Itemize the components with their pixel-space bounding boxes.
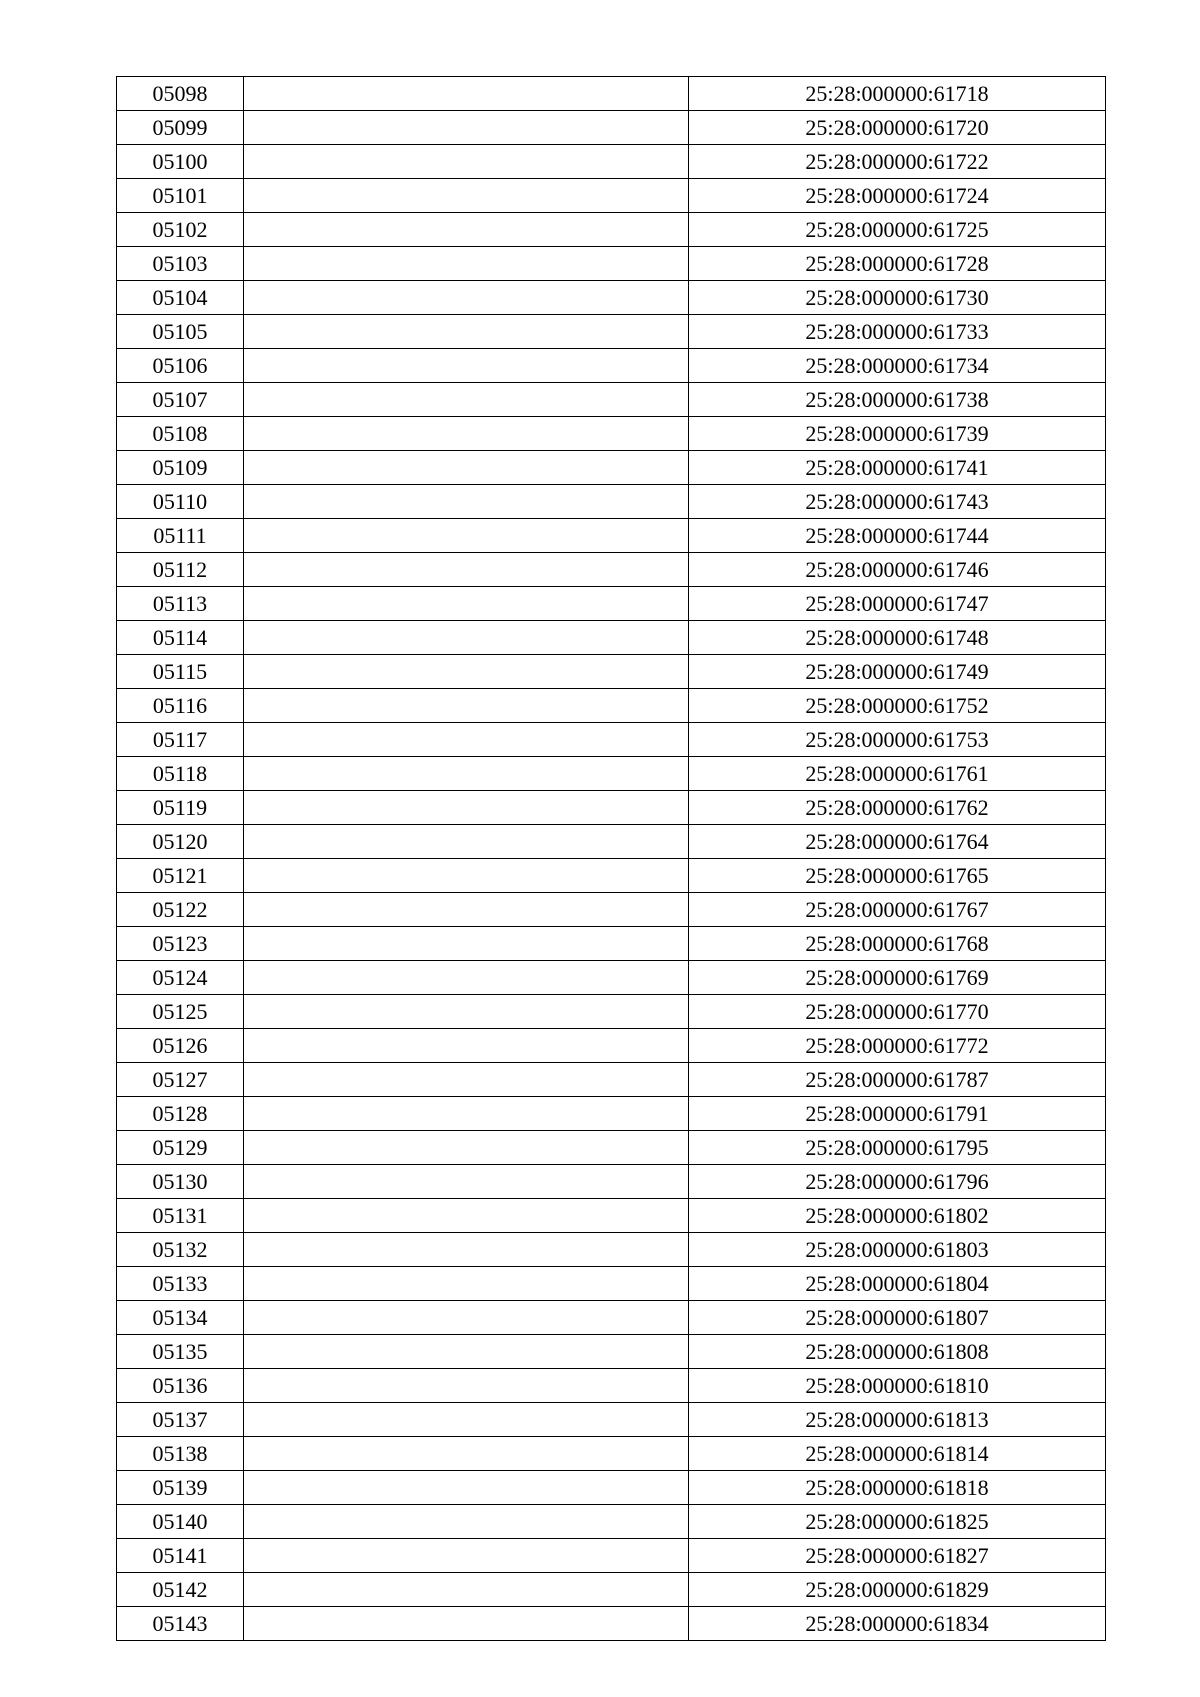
row-number-cell: 05110 [117,485,244,519]
cadastral-number-cell: 25:28:000000:61802 [689,1199,1106,1233]
blank-cell [244,587,689,621]
cadastral-number-cell: 25:28:000000:61730 [689,281,1106,315]
row-number-cell: 05142 [117,1573,244,1607]
table-row [117,213,1106,247]
table-row [117,655,1106,689]
blank-cell [244,1199,689,1233]
blank-cell [244,1505,689,1539]
blank-cell [244,927,689,961]
table-row [117,417,1106,451]
table-row [117,281,1106,315]
blank-cell [244,145,689,179]
row-number-cell: 05124 [117,961,244,995]
cadastral-number-cell: 25:28:000000:61749 [689,655,1106,689]
row-number-cell: 05135 [117,1335,244,1369]
row-number-cell: 05141 [117,1539,244,1573]
table-row [117,825,1106,859]
table-row [117,1097,1106,1131]
cadastral-number-cell: 25:28:000000:61813 [689,1403,1106,1437]
table-row [117,1539,1106,1573]
cadastral-number-cell: 25:28:000000:61718 [689,77,1106,111]
row-number-cell: 05099 [117,111,244,145]
cadastral-number-cell: 25:28:000000:61796 [689,1165,1106,1199]
blank-cell [244,213,689,247]
cadastral-number-cell: 25:28:000000:61724 [689,179,1106,213]
cadastral-number-cell: 25:28:000000:61787 [689,1063,1106,1097]
blank-cell [244,1097,689,1131]
table-row [117,1063,1106,1097]
blank-cell [244,417,689,451]
row-number-cell: 05123 [117,927,244,961]
blank-cell [244,383,689,417]
cadastral-number-cell: 25:28:000000:61810 [689,1369,1106,1403]
cadastral-number-cell: 25:28:000000:61733 [689,315,1106,349]
table-row [117,1607,1106,1641]
blank-cell [244,723,689,757]
cadastral-number-cell: 25:28:000000:61734 [689,349,1106,383]
table-row [117,689,1106,723]
blank-cell [244,451,689,485]
table-row [117,1267,1106,1301]
row-number-cell: 05130 [117,1165,244,1199]
table-row [117,1437,1106,1471]
table-row [117,1573,1106,1607]
row-number-cell: 05112 [117,553,244,587]
table-row [117,723,1106,757]
table-row [117,451,1106,485]
row-number-cell: 05138 [117,1437,244,1471]
row-number-cell: 05128 [117,1097,244,1131]
row-number-cell: 05108 [117,417,244,451]
table-row [117,77,1106,111]
table-row [117,791,1106,825]
blank-cell [244,179,689,213]
cadastral-number-cell: 25:28:000000:61741 [689,451,1106,485]
table-row [117,1233,1106,1267]
table-row [117,315,1106,349]
table-row [117,1131,1106,1165]
blank-cell [244,519,689,553]
row-number-cell: 05111 [117,519,244,553]
cadastral-number-cell: 25:28:000000:61814 [689,1437,1106,1471]
blank-cell [244,1471,689,1505]
row-number-cell: 05101 [117,179,244,213]
blank-cell [244,1437,689,1471]
table-row [117,1165,1106,1199]
blank-cell [244,1335,689,1369]
cadastral-number-cell: 25:28:000000:61770 [689,995,1106,1029]
blank-cell [244,995,689,1029]
table-row [117,519,1106,553]
cadastral-number-cell: 25:28:000000:61752 [689,689,1106,723]
table-row [117,587,1106,621]
blank-cell [244,859,689,893]
cadastral-number-cell: 25:28:000000:61748 [689,621,1106,655]
cadastral-number-cell: 25:28:000000:61722 [689,145,1106,179]
blank-cell [244,281,689,315]
table-row [117,247,1106,281]
blank-cell [244,825,689,859]
blank-cell [244,1063,689,1097]
blank-cell [244,1403,689,1437]
cadastral-number-cell: 25:28:000000:61772 [689,1029,1106,1063]
cadastral-number-cell: 25:28:000000:61728 [689,247,1106,281]
blank-cell [244,1369,689,1403]
blank-cell [244,655,689,689]
cadastral-number-cell: 25:28:000000:61738 [689,383,1106,417]
row-number-cell: 05134 [117,1301,244,1335]
register-table [116,76,1106,1641]
row-number-cell: 05139 [117,1471,244,1505]
blank-cell [244,621,689,655]
table-row [117,757,1106,791]
register-table-body [117,77,1106,1641]
cadastral-number-cell: 25:28:000000:61762 [689,791,1106,825]
blank-cell [244,1573,689,1607]
row-number-cell: 05121 [117,859,244,893]
row-number-cell: 05100 [117,145,244,179]
table-row [117,1369,1106,1403]
blank-cell [244,77,689,111]
blank-cell [244,1607,689,1641]
table-row [117,179,1106,213]
cadastral-number-cell: 25:28:000000:61829 [689,1573,1106,1607]
row-number-cell: 05105 [117,315,244,349]
cadastral-number-cell: 25:28:000000:61825 [689,1505,1106,1539]
row-number-cell: 05131 [117,1199,244,1233]
table-row [117,1403,1106,1437]
row-number-cell: 05116 [117,689,244,723]
table-row [117,111,1106,145]
row-number-cell: 05103 [117,247,244,281]
table-row [117,145,1106,179]
row-number-cell: 05127 [117,1063,244,1097]
blank-cell [244,1539,689,1573]
table-row [117,927,1106,961]
table-row [117,859,1106,893]
blank-cell [244,1301,689,1335]
cadastral-number-cell: 25:28:000000:61743 [689,485,1106,519]
blank-cell [244,1233,689,1267]
row-number-cell: 05102 [117,213,244,247]
blank-cell [244,1165,689,1199]
row-number-cell: 05117 [117,723,244,757]
cadastral-number-cell: 25:28:000000:61767 [689,893,1106,927]
cadastral-number-cell: 25:28:000000:61834 [689,1607,1106,1641]
table-row [117,1505,1106,1539]
table-row [117,1199,1106,1233]
row-number-cell: 05104 [117,281,244,315]
cadastral-number-cell: 25:28:000000:61764 [689,825,1106,859]
cadastral-number-cell: 25:28:000000:61747 [689,587,1106,621]
cadastral-number-cell: 25:28:000000:61744 [689,519,1106,553]
cadastral-number-cell: 25:28:000000:61746 [689,553,1106,587]
blank-cell [244,791,689,825]
blank-cell [244,111,689,145]
row-number-cell: 05129 [117,1131,244,1165]
cadastral-number-cell: 25:28:000000:61769 [689,961,1106,995]
row-number-cell: 05126 [117,1029,244,1063]
blank-cell [244,247,689,281]
row-number-cell: 05125 [117,995,244,1029]
cadastral-number-cell: 25:28:000000:61720 [689,111,1106,145]
row-number-cell: 05137 [117,1403,244,1437]
table-row [117,961,1106,995]
row-number-cell: 05113 [117,587,244,621]
cadastral-number-cell: 25:28:000000:61808 [689,1335,1106,1369]
row-number-cell: 05115 [117,655,244,689]
blank-cell [244,757,689,791]
row-number-cell: 05107 [117,383,244,417]
row-number-cell: 05136 [117,1369,244,1403]
table-row [117,553,1106,587]
table-row [117,1471,1106,1505]
table-row [117,349,1106,383]
blank-cell [244,893,689,927]
cadastral-number-cell: 25:28:000000:61739 [689,417,1106,451]
row-number-cell: 05132 [117,1233,244,1267]
blank-cell [244,485,689,519]
blank-cell [244,961,689,995]
blank-cell [244,349,689,383]
row-number-cell: 05143 [117,1607,244,1641]
table-row [117,1301,1106,1335]
blank-cell [244,1029,689,1063]
table-row [117,995,1106,1029]
row-number-cell: 05140 [117,1505,244,1539]
cadastral-number-cell: 25:28:000000:61807 [689,1301,1106,1335]
row-number-cell: 05120 [117,825,244,859]
cadastral-number-cell: 25:28:000000:61804 [689,1267,1106,1301]
table-row [117,621,1106,655]
row-number-cell: 05106 [117,349,244,383]
row-number-cell: 05118 [117,757,244,791]
cadastral-number-cell: 25:28:000000:61725 [689,213,1106,247]
cadastral-number-cell: 25:28:000000:61791 [689,1097,1106,1131]
blank-cell [244,1131,689,1165]
row-number-cell: 05109 [117,451,244,485]
blank-cell [244,553,689,587]
row-number-cell: 05114 [117,621,244,655]
table-row [117,485,1106,519]
table-row [117,1335,1106,1369]
cadastral-number-cell: 25:28:000000:61795 [689,1131,1106,1165]
row-number-cell: 05133 [117,1267,244,1301]
cadastral-number-cell: 25:28:000000:61818 [689,1471,1106,1505]
cadastral-number-cell: 25:28:000000:61768 [689,927,1106,961]
row-number-cell: 05122 [117,893,244,927]
cadastral-number-cell: 25:28:000000:61765 [689,859,1106,893]
cadastral-number-cell: 25:28:000000:61761 [689,757,1106,791]
cadastral-number-cell: 25:28:000000:61753 [689,723,1106,757]
row-number-cell: 05119 [117,791,244,825]
blank-cell [244,315,689,349]
table-row [117,1029,1106,1063]
cadastral-number-cell: 25:28:000000:61803 [689,1233,1106,1267]
table-row [117,383,1106,417]
table-row [117,893,1106,927]
blank-cell [244,689,689,723]
cadastral-number-cell: 25:28:000000:61827 [689,1539,1106,1573]
blank-cell [244,1267,689,1301]
row-number-cell: 05098 [117,77,244,111]
